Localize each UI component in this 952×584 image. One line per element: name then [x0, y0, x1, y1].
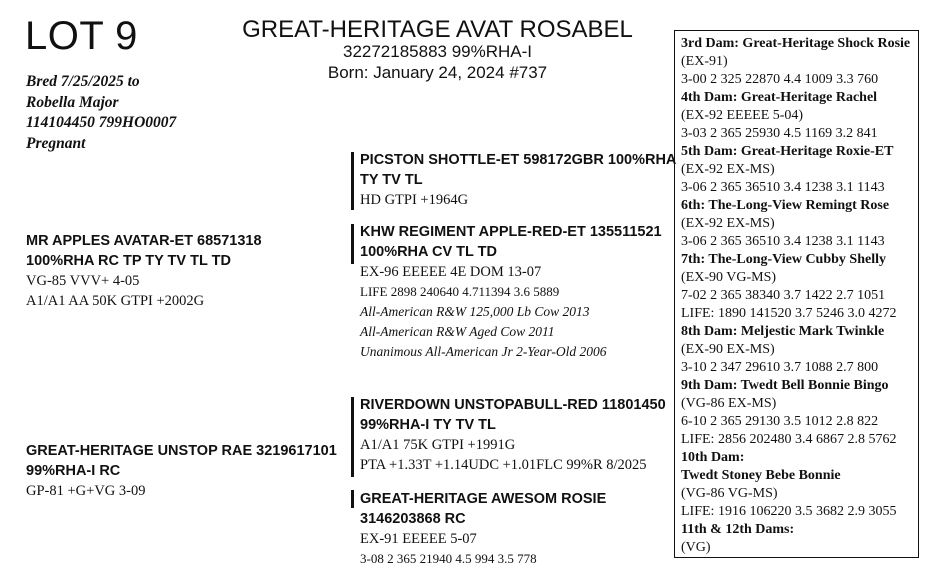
dam-heading: 11th & 12th Dams: [681, 522, 795, 537]
sire-sire-genomics: HD GTPI +1964G [360, 192, 469, 208]
pedigree-bracket [351, 224, 354, 264]
bred-line: Pregnant [26, 134, 86, 152]
dam-heading: 4th Dam: Great-Heritage Rachel [681, 90, 878, 105]
sire-sire-block [360, 150, 676, 210]
dam-detail: (EX-92 EX-MS) [681, 162, 775, 177]
dam-block [26, 441, 337, 501]
dam-detail: (EX-91) [681, 54, 728, 69]
dam-detail: 3-00 2 325 22870 4.4 1009 3.3 760 [681, 72, 879, 87]
maternal-line-box [674, 30, 919, 558]
dam-classification: GP-81 +G+VG 3-09 [26, 483, 146, 499]
sire-dam-life: LIFE 2898 240640 4.711394 3.6 5889 [360, 284, 560, 299]
dam-detail: 3-03 2 365 25930 4.5 1169 3.2 841 [681, 126, 878, 141]
sire-dam-block [360, 222, 662, 362]
dam-detail: (VG-86 EX-MS) [681, 396, 777, 411]
dam-heading: 9th Dam: Twedt Bell Bonnie Bingo [681, 378, 889, 393]
dam-detail: LIFE: 2856 202480 3.4 6867 2.8 5762 [681, 432, 897, 447]
dam-detail: (VG-86 VG-MS) [681, 486, 778, 501]
dam-detail: 3-10 2 347 29610 3.7 1088 2.7 800 [681, 360, 879, 375]
dam-sire-genomics: A1/A1 75K GTPI +1991G [360, 437, 516, 453]
sire-dam-award: All-American R&W Aged Cow 2011 [360, 324, 555, 339]
dam-detail: (EX-92 EEEEE 5-04) [681, 108, 804, 123]
lot-number: LOT 9 [25, 14, 138, 58]
pedigree-bracket [351, 397, 354, 477]
bred-info [26, 72, 176, 154]
bred-line: 114104450 799HO0007 [26, 114, 177, 131]
sire-block [26, 231, 262, 311]
sire-dam-award: All-American R&W 125,000 Lb Cow 2013 [360, 304, 590, 319]
animal-born: Born: January 24, 2024 #737 [327, 63, 548, 82]
bred-line: Bred 7/25/2025 to [26, 73, 140, 90]
dam-dam-reg: 3146203868 RC [360, 511, 466, 527]
dam-heading: 6th: The-Long-View Remingt Rose [681, 198, 890, 213]
dam-detail: (EX-90 VG-MS) [681, 270, 777, 285]
dam-sire-codes: 99%RHA-I TY TV TL [360, 417, 496, 433]
dam-codes: 99%RHA-I RC [26, 463, 121, 479]
sire-dam-codes: 100%RHA CV TL TD [360, 244, 497, 260]
dam-detail: 6-10 2 365 29130 3.5 1012 2.8 822 [681, 414, 879, 429]
sire-dam-classification: EX-96 EEEEE 4E DOM 13-07 [360, 264, 542, 280]
sire-dam-name: KHW REGIMENT APPLE-RED-ET 135511521 [360, 224, 662, 240]
dam-detail: 3-06 2 365 36510 3.4 1238 3.1 1143 [681, 180, 885, 195]
sire-genomics: A1/A1 AA 50K GTPI +2002G [26, 293, 205, 309]
dam-sire-name: RIVERDOWN UNSTOPABULL-RED 11801450 [360, 397, 666, 413]
dam-heading: 5th Dam: Great-Heritage Roxie-ET [681, 144, 894, 159]
dam-dam-record: 3-08 2 365 21940 4.5 994 3.5 778 [360, 551, 537, 566]
pedigree-bracket [351, 152, 354, 210]
dam-sire-block [360, 395, 666, 475]
dam-dam-name: GREAT-HERITAGE AWESOM ROSIE [360, 491, 607, 507]
sire-breed-codes: 100%RHA RC TP TY TV TL TD [26, 253, 231, 269]
animal-name: GREAT-HERITAGE AVAT ROSABEL [242, 16, 633, 43]
sire-classification: VG-85 VVV+ 4-05 [26, 273, 140, 289]
sire-dam-award: Unanimous All-American Jr 2-Year-Old 2006 [360, 344, 607, 359]
bred-line: Robella Major [26, 93, 119, 111]
dam-detail: LIFE: 1890 141520 3.7 5246 3.0 4272 [681, 306, 897, 321]
dam-dam-block [360, 489, 606, 569]
dam-dam-classification: EX-91 EEEEE 5-07 [360, 531, 477, 547]
dam-heading: Twedt Stoney Bebe Bonnie [681, 468, 841, 483]
dam-detail: (EX-90 EX-MS) [681, 342, 775, 357]
dam-heading: 7th: The-Long-View Cubby Shelly [681, 252, 886, 267]
dam-heading: 8th Dam: Meljestic Mark Twinkle [681, 324, 885, 339]
dam-detail: (VG) [681, 540, 711, 555]
dam-heading: 10th Dam: [681, 450, 745, 465]
dam-detail: 3-06 2 365 36510 3.4 1238 3.1 1143 [681, 234, 885, 249]
dam-heading: 3rd Dam: Great-Heritage Shock Rosie [681, 36, 911, 51]
animal-registration: 32272185883 99%RHA-I [342, 42, 533, 61]
sire-sire-codes: TY TV TL [360, 172, 423, 188]
sire-name: MR APPLES AVATAR-ET 68571318 [26, 233, 262, 249]
sire-sire-name: PICSTON SHOTTLE-ET 598172GBR 100%RHA [360, 152, 677, 168]
pedigree-bracket [351, 490, 354, 508]
dam-sire-pta: PTA +1.33T +1.14UDC +1.01FLC 99%R 8/2025 [360, 457, 647, 473]
dam-detail: LIFE: 1916 106220 3.5 3682 2.9 3055 [681, 504, 897, 519]
dam-name: GREAT-HERITAGE UNSTOP RAE 3219617101 [26, 443, 337, 459]
dam-detail: 7-02 2 365 38340 3.7 1422 2.7 1051 [681, 288, 886, 303]
dam-detail: (EX-92 EX-MS) [681, 216, 775, 231]
